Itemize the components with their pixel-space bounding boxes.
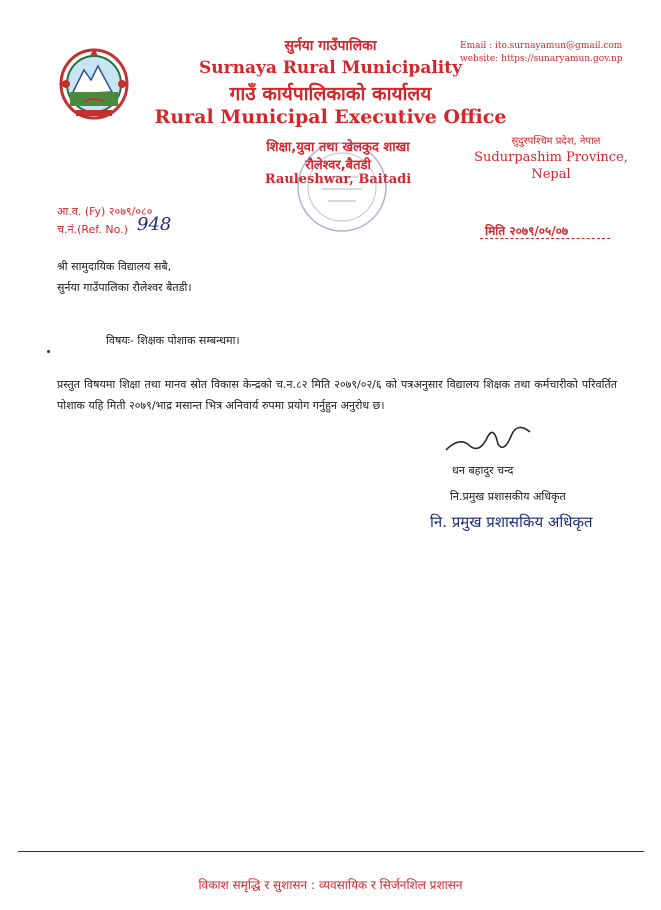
reference-number-value: 948: [137, 214, 172, 235]
municipality-name-english: Surnaya Rural Municipality: [199, 58, 462, 78]
reference-number-label: च.नं.(Ref. No.): [57, 223, 128, 236]
website-text: website: https://sunaryamun.gov.np: [460, 54, 623, 64]
signatory-stamp: नि. प्रमुख प्रशासकिय अधिकृत: [430, 513, 593, 531]
letter-date: मिति २०७९/०५/०७: [485, 224, 569, 238]
fiscal-year: आ.व. (Fy) २०७९/०८०: [57, 205, 153, 218]
margin-dot: [47, 350, 50, 353]
signatory-name: धन बहादुर चन्द: [452, 464, 514, 477]
footer-divider: [18, 851, 644, 852]
addressee-line-1: श्री सामुदायिक विद्यालय सबै,: [57, 260, 172, 273]
office-name-english: Rural Municipal Executive Office: [154, 106, 507, 128]
place-nepali: रौलेश्वर,बैतडी: [305, 158, 371, 173]
email-text: Email : ito.surnayamun@gmail.com: [460, 41, 623, 51]
letter-subject: विषयः- शिक्षक पोशाक सम्बन्धमा।: [106, 334, 240, 347]
province-english-line2: Nepal: [531, 167, 571, 182]
letter-body: प्रस्तुत विषयमा शिक्षा तथा मानव स्रोत विकास केन्द्रको च.न.८२ मिति २०७९/०२/६ को पत्रअनुसार विद्यालय शिक्षक तथा कर्मचारीको परिवर्तित पोशाक यहि मिती २०७९/भाद्र मसान्त भित्र अनिवार्य रुपमा प्रयोग गर्नुहुन अनुरोध छ।: [57, 378, 617, 412]
handwritten-signature: [440, 418, 560, 458]
section-name-nepali: शिक्षा,युवा तथा खेलकुद शाखा: [266, 140, 410, 155]
signatory-title: नि.प्रमुख प्रशासकीय अधिकृत: [450, 490, 566, 503]
addressee-line-2: सुर्नया गाउँपालिका रौलेश्वर बैतडी।: [57, 281, 192, 294]
province-english-line1: Sudurpashim Province,: [474, 150, 628, 165]
footer-motto: विकाश समृद्धि र सुशासन : व्यवसायिक र सिर्जनशिल प्रशासन: [198, 878, 463, 892]
office-name-nepali: गाउँ कार्यपालिकाको कार्यालय: [229, 83, 432, 105]
municipality-name-nepali: सुर्नया गाउँपालिका: [284, 38, 377, 54]
province-nepali: सुदुरपश्चिम प्रदेश, नेपाल: [511, 136, 601, 147]
office-seal: [292, 137, 392, 237]
place-english: Rauleshwar, Baitadi: [264, 172, 412, 187]
date-underline: [480, 238, 610, 239]
